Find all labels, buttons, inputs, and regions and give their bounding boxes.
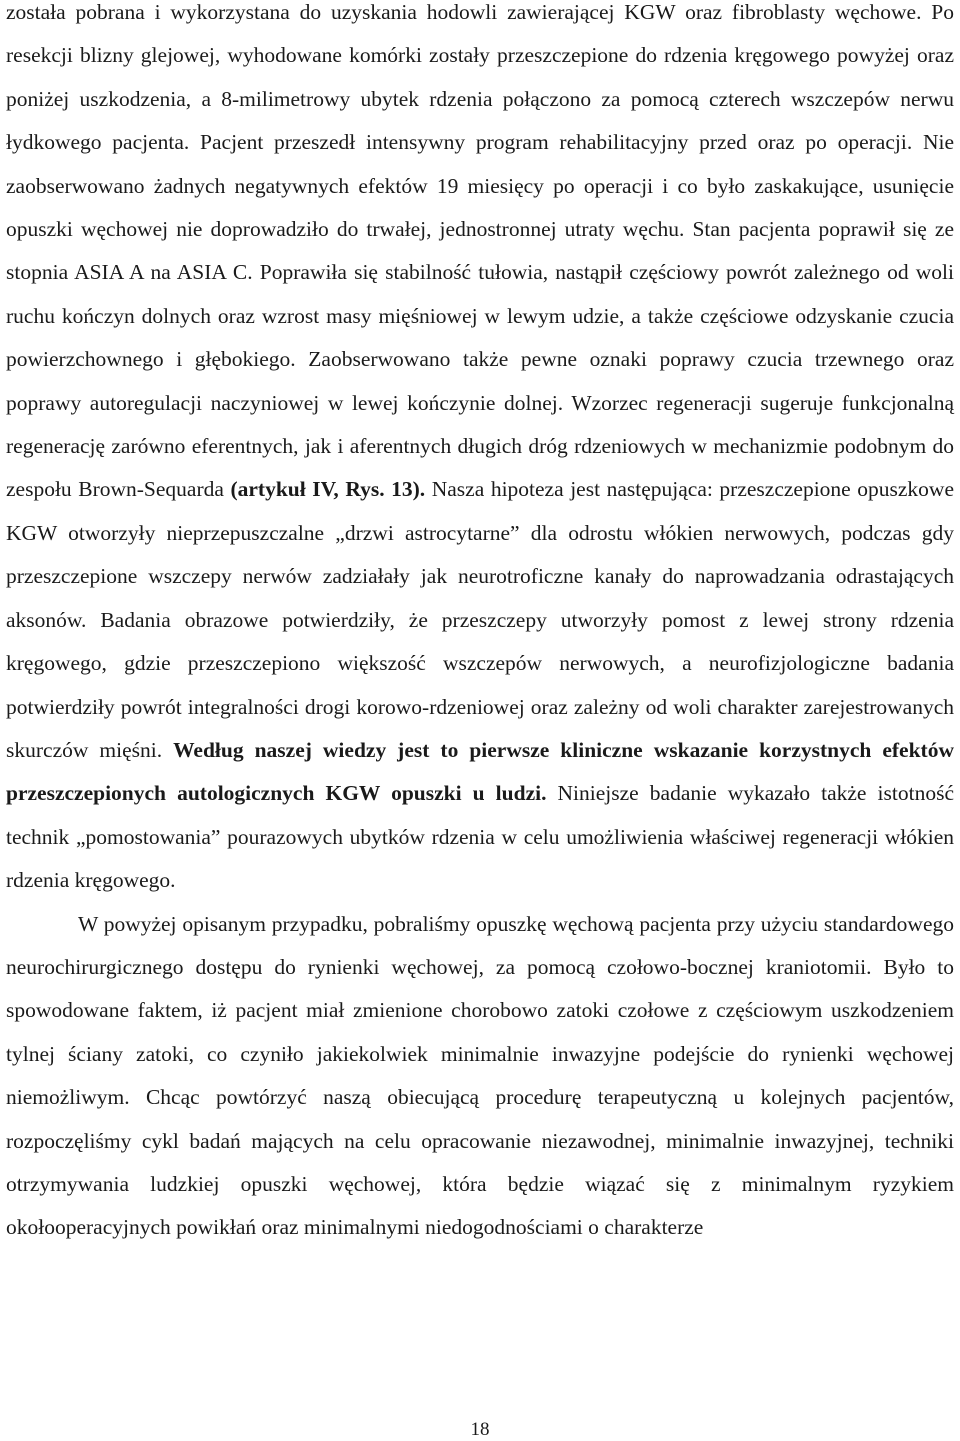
key-finding-statement: Według naszej wiedzy jest to pierwsze kliniczne wskazanie korzystnych efektów przeszczepionych autologicznych KGW opuszki u ludzi. bbox=[6, 737, 954, 806]
paragraph: W powyżej opisanym przypadku, pobraliśmy opuszkę węchową pacjenta przy użyciu standardowego neurochirurgicznego dostępu do rynienki węchowej, za pomocą czołowo-bocznej kraniotomii. Było to spowodowane faktem, iż pacjent miał zmienione chorobowo zatoki czołowe z częściowym uszkodzeniem tylnej ściany zatoki, co czyniło jakiekolwiek minimalnie inwazyjne podejście do rynienki węchowej niemożliwym. Chcąc powtórzyć naszą obiecującą procedurę terapeutyczną u kolejnych pacjentów, rozpoczęliśmy cykl badań mających na celu opracowanie niezawodnej, minimalnie inwazyjnej, techniki otrzymywania ludzkiej opuszki węchowej, która będzie wiązać się z minimalnym ryzykiem okołooperacyjnych powikłań oraz minimalnymi niedogodnościami o charakterze bbox=[6, 911, 954, 1240]
paragraph-text: została pobrana i wykorzystana do uzyskania hodowli zawierającej KGW oraz fibroblasty węchowe. Po resekcji blizny glejowej, wyhodowane komórki zostały przeszczepione do rdzenia kręgowego powyżej oraz poniżej uszkodzenia, a 8-milimetrowy ubytek rdzenia połączono za pomocą czterech wszczepów nerwu łydkowego pacjenta. Pacjent przeszedł intensywny program rehabilitacyjny przed oraz po operacji. Nie zaobserwowano żadnych negatywnych efektów 19 miesięcy po operacji i co było zaskakujące, usunięcie opuszki węchowej nie doprowadziło do trwałej, jednostronnej utraty węchu. Stan pacjenta poprawił się ze stopnia ASIA A na ASIA C. Poprawiła się stabilność tułowia, nastąpił częściowy powrót zależnego od woli ruchu kończyn dolnych oraz wzrost masy mięśniowej w lewym udzie, a także częściowe odzyskanie czucia powierzchownego i głębokiego. Zaobserwowano także pewne oznaki poprawy czucia trzewnego oraz poprawy autoregulacji naczyniowej w lewej kończynie dolnej. Wzorzec regeneracji sugeruje funkcjonalną regenerację zarówno eferentnych, jak i aferentnych długich dróg rdzeniowych w mechanizmie podobnym do zespołu Brown-Sequarda bbox=[6, 0, 954, 502]
document-page bbox=[6, 0, 954, 1250]
figure-reference: (artykuł IV, Rys. 13). bbox=[230, 477, 426, 502]
page-number: 18 bbox=[470, 1419, 490, 1440]
paragraph-text: Nasza hipoteza jest następująca: przeszczepione opuszkowe KGW otworzyły nieprzepuszczalne „drzwi astrocytarne” dla odrostu włókien nerwowych, podczas gdy przeszczepione wszczepy nerwów zadziałały jak neurotroficzne kanały do naprowadzania odrastających aksonów. Badania obrazowe potwierdziły, że przeszczepy utworzyły pomost z lewej strony rdzenia kręgowego, gdzie przeszczepiono większość wszczepów nerwowych, a neurofizjologiczne badania potwierdziły powrót integralności drogi korowo-rdzeniowej oraz zależny od woli charakter zarejestrowanych skurczów mięśni. bbox=[6, 477, 955, 762]
paragraph-text: Niniejsze badanie wykazało także istotność technik „pomostowania” pourazowych ubytków rdzenia w celu umożliwienia właściwej regeneracji włókien rdzenia kręgowego. bbox=[6, 781, 954, 893]
paragraph-continued bbox=[6, 0, 954, 903]
